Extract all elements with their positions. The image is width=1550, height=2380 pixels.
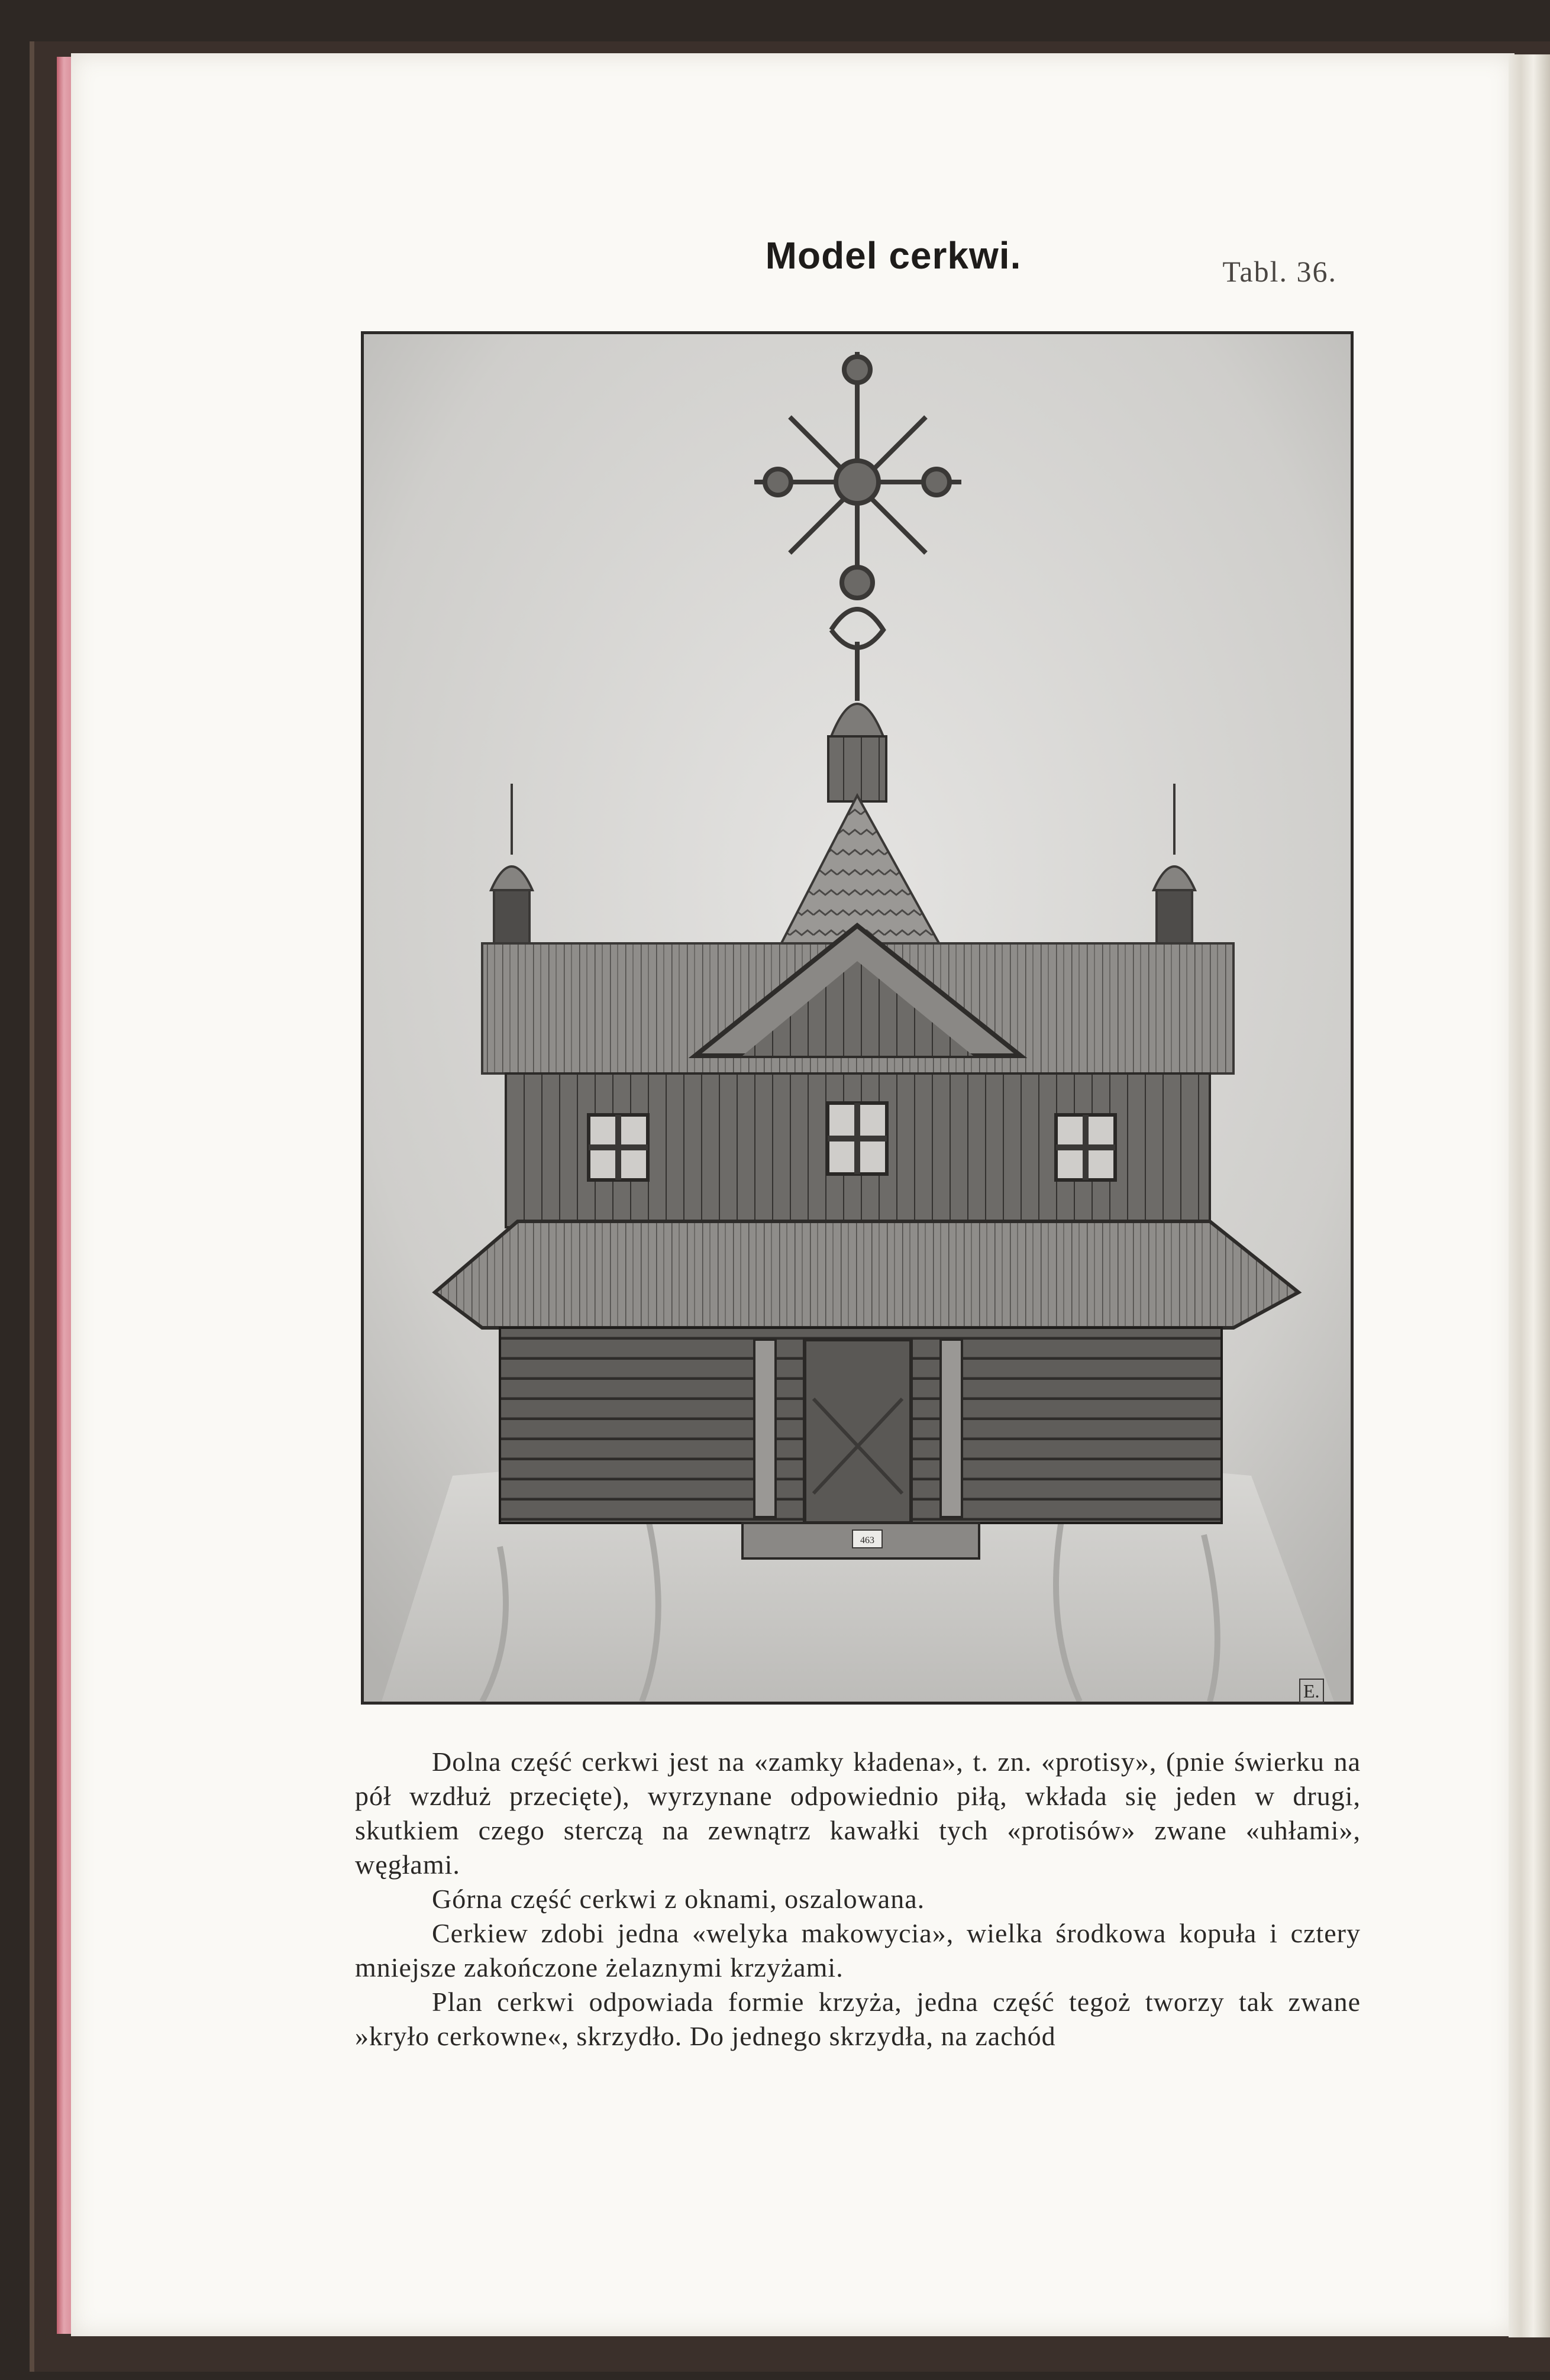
page-title: Model cerkwi. [765, 234, 1022, 277]
body-text [355, 1745, 1361, 2054]
paragraph: Górna część cerkwi z oknami, oszalowana. [432, 1884, 925, 1914]
paragraph: Cerkiew zdobi jedna «welyka makowycia», wielka środkowa kopuła i cztery mniejsze zakończone żelaznymi krzyżami. [355, 1918, 1361, 1983]
paragraph: Plan cerkwi odpowiada formie krzyża, jedna część tegoż tworzy tak zwane »kryło cerkowne«, skrzydło. Do jednego skrzydła, na zachód [355, 1987, 1361, 2051]
engraver-mark: E. [1299, 1679, 1324, 1703]
church-model-photo [361, 331, 1354, 1705]
plate-number: Tabl. 36. [1222, 255, 1337, 288]
model-tag-label: 463 [860, 1535, 874, 1545]
paragraph: Dolna część cerkwi jest na «zamky kładena», t. zn. «protisy», (pnie świerku na pół wzdłuż przecięte), wyrzynane odpowiednio piłą, wkłada się jeden w drugi, skutkiem czego sterczą na zewnątrz kawałki tych «protisów» zwane «uhłami», węgłami. [355, 1747, 1361, 1880]
next-page-edge [1509, 54, 1550, 2337]
